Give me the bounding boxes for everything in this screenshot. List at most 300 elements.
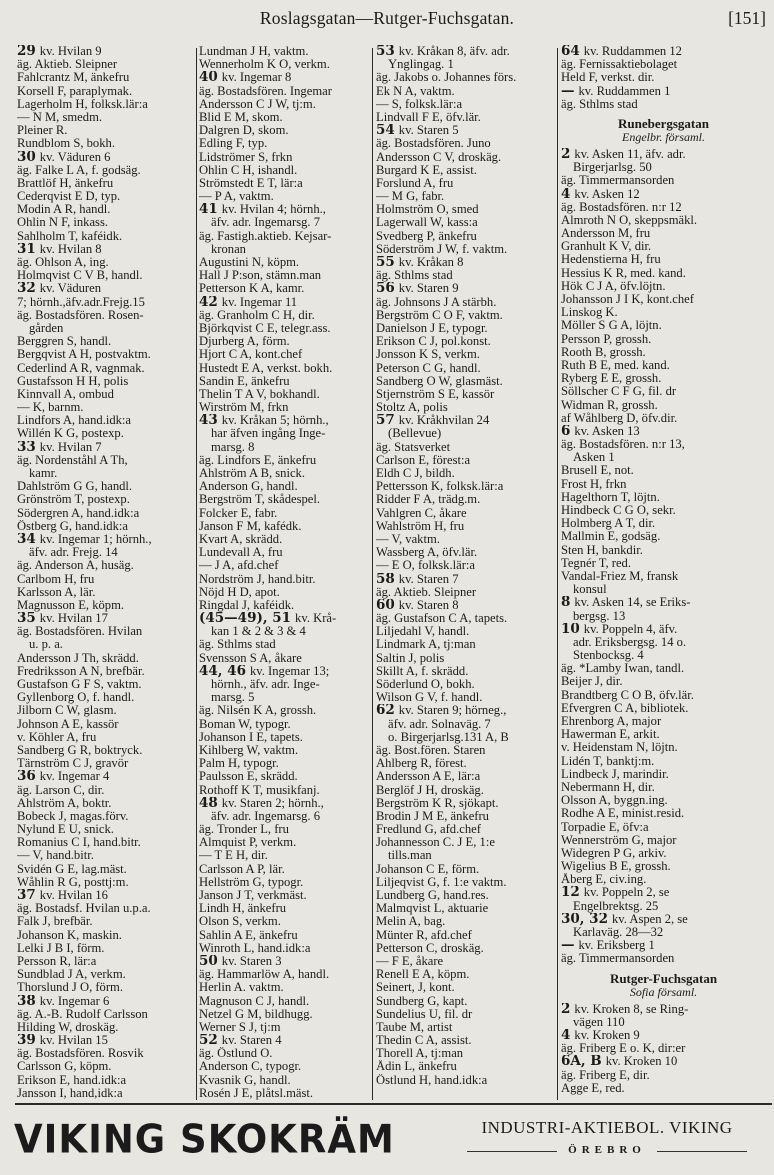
property-entry xyxy=(561,1055,766,1068)
directory-entry: Östlund H, hand.idk:a xyxy=(376,1073,488,1087)
directory-entry: Bergström C O F, vaktm. xyxy=(376,308,503,322)
property-description: kv. Ingemar 4 xyxy=(39,770,110,784)
directory-entry: Carlbom H, fru xyxy=(17,572,95,586)
directory-entry: äg. Bostadsfören. Juno xyxy=(376,137,491,151)
directory-entry: Brandtberg C O B, öfv.lär. xyxy=(561,688,694,702)
directory-entry: Renell E A, köpm. xyxy=(376,968,470,982)
directory-entry: Ryberg E E, grossh. xyxy=(561,372,662,386)
directory-entry-continuation: adr. Eriksbergsg. 14 o. xyxy=(573,635,687,649)
property-description: kv. Väduren xyxy=(39,282,102,296)
directory-entry: — S, folksk.lär:a xyxy=(376,97,463,111)
property-entry xyxy=(17,889,195,902)
property-description: kv. Hvilan 15 xyxy=(39,1034,108,1048)
directory-entry-continuation: marsg. 8 xyxy=(211,440,255,454)
directory-entry: Persson P, grossh. xyxy=(561,332,652,346)
property-number: 31 xyxy=(17,242,36,256)
property-entry xyxy=(561,939,766,952)
property-entry xyxy=(561,45,766,58)
directory-entry: äg. Sthlms stad xyxy=(199,638,276,652)
directory-entry-continuation: Ynglingag. 1 xyxy=(388,58,454,72)
directory-entry: Ridder F A, trädg.m. xyxy=(376,493,481,507)
directory-entry: Linskog K. xyxy=(561,306,618,320)
property-number: 39 xyxy=(17,1034,36,1048)
property-entry xyxy=(561,85,766,98)
directory-entry: Pettersson K, folksk.lär:a xyxy=(376,480,504,494)
directory-entry: Lagerwall W, kass:a xyxy=(376,216,478,230)
property-entry xyxy=(561,596,766,609)
directory-entry: Fredlund G, afd.chef xyxy=(376,823,481,837)
directory-entry: Willén K G, postexp. xyxy=(17,427,124,441)
directory-entry: af Wåhlberg D, öfv.dir. xyxy=(561,411,678,425)
directory-entry: — J A, afd.chef xyxy=(199,559,279,573)
directory-entry: Dalgren D, skom. xyxy=(199,124,289,138)
directory-entry: — N M, smedm. xyxy=(17,110,103,124)
property-description: kv. Staren 7 xyxy=(398,572,459,586)
property-number: 42 xyxy=(199,295,218,309)
property-number: 38 xyxy=(17,994,36,1008)
directory-entry: Liljeqvist G, f. 1:e vaktm. xyxy=(376,875,507,889)
directory-entry: äg. Timmermansorden xyxy=(561,952,675,966)
property-number: 58 xyxy=(376,572,395,586)
property-entry xyxy=(199,797,371,810)
directory-entry: Gyllenborg O, f. handl. xyxy=(17,691,135,705)
directory-entry: Ådin L, änkefru xyxy=(376,1060,457,1074)
directory-entry: Bergqvist A H, postvaktm. xyxy=(17,348,151,362)
directory-entry: Carlsson A P, lär. xyxy=(199,862,285,876)
directory-entry: Boman W, typogr. xyxy=(199,717,291,731)
directory-entry: Kinnvall A, ombud xyxy=(17,387,114,401)
directory-entry: Sandin E, änkefru xyxy=(199,374,290,388)
property-entry xyxy=(199,71,371,84)
directory-entry: Fahlcrantz M, änkefru xyxy=(17,71,130,85)
property-entry xyxy=(17,533,195,546)
property-number: 34 xyxy=(17,532,36,547)
directory-entry: Magnusson E, köpm. xyxy=(17,598,125,612)
property-description: kv. Hvilan 7 xyxy=(39,440,102,454)
directory-entry: äg. Larson C, dir. xyxy=(17,783,105,797)
directory-entry: Hellström G, typogr. xyxy=(199,875,304,889)
directory-entry: äg. *Lamby Iwan, tandl. xyxy=(561,662,685,676)
directory-entry: — E O, folksk.lär:a xyxy=(376,559,475,573)
directory-entry: Andersson C J W, tj:m. xyxy=(199,97,316,111)
directory-entry: Erikson E, hand.idk:a xyxy=(17,1073,127,1087)
directory-entry: Olson S, verkm. xyxy=(199,915,281,929)
parish-name: Engelbr. församl. xyxy=(621,129,705,144)
column-divider xyxy=(196,48,197,1100)
column-divider xyxy=(372,48,373,1100)
directory-entry: Modin A R, handl. xyxy=(17,203,111,217)
directory-entry: Brattlöf H, änkefru xyxy=(17,176,114,190)
directory-entry: äg. Bost.fören. Staren xyxy=(376,743,486,757)
directory-entry: Widegren P G, arkiv. xyxy=(561,846,667,860)
directory-entry: Falk J, brefbär. xyxy=(17,915,93,929)
property-entry xyxy=(376,704,556,717)
directory-entry: — V, hand.bitr. xyxy=(17,849,94,863)
directory-entry: äg. Aktieb. Sleipner xyxy=(17,58,118,72)
directory-entry: Granhult K V, dir. xyxy=(561,240,652,254)
directory-entry: äg. A.-B. Rudolf Carlsson xyxy=(17,1007,148,1021)
property-description: kv. Staren 4 xyxy=(221,1034,282,1048)
property-number: 30, 32 xyxy=(561,912,608,926)
page-number: [151] xyxy=(728,8,766,28)
directory-entry: Lidströmer S, frkn xyxy=(199,150,293,164)
directory-entry: Lindfors A, hand.idk:a xyxy=(17,414,132,428)
directory-entry: Hessius K R, med. kand. xyxy=(561,266,686,280)
directory-entry: Lundberg G, hand.res. xyxy=(376,889,489,902)
property-number: 53 xyxy=(376,45,395,59)
property-number: 50 xyxy=(199,954,218,969)
directory-entry: Beijer J, dir. xyxy=(561,675,623,689)
directory-entry: Sahlholm T, kaféidk. xyxy=(17,229,123,243)
directory-entry: Svensson S A, åkare xyxy=(199,651,302,665)
directory-entry: Sandberg O W, glasmäst. xyxy=(376,374,503,388)
directory-entry: Nordström J, hand.bitr. xyxy=(199,572,316,586)
property-entry xyxy=(561,913,766,926)
directory-entry: Möller S G A, löjtn. xyxy=(561,319,662,333)
property-entry xyxy=(17,243,195,256)
property-number: — xyxy=(561,84,575,98)
directory-entry: Wahlström H, fru xyxy=(376,519,465,533)
directory-column-3 xyxy=(376,45,556,1087)
property-number: 37 xyxy=(17,889,36,903)
property-entry xyxy=(376,599,556,612)
property-description: kv. Ruddammen 12 xyxy=(583,45,682,58)
directory-entry: äg. Lindfors E, änkefru xyxy=(199,453,317,467)
property-number: 4 xyxy=(561,187,571,201)
property-description: kv. Hvilan 16 xyxy=(39,889,108,902)
directory-entry-continuation: äfv. adr. Ingemarsg. 7 xyxy=(211,216,320,230)
property-entry xyxy=(199,612,371,625)
directory-entry: Sten H, bankdir. xyxy=(561,543,643,557)
property-number: 62 xyxy=(376,704,395,718)
directory-entry: Lindbeck J, marindir. xyxy=(561,767,669,781)
directory-entry: Erikson C J, pol.konst. xyxy=(376,335,491,349)
directory-entry: Lindvall F E, öfv.lär. xyxy=(376,110,481,124)
directory-entry: äg. Bostadsf. Hvilan u.p.a. xyxy=(17,902,151,916)
property-number: 30 xyxy=(17,150,36,164)
property-number: 35 xyxy=(17,612,36,626)
property-description: kv. Asken 11, äfv. adr. xyxy=(574,147,686,161)
directory-entry: äg. Bostadsfören. Ingemar xyxy=(199,84,332,98)
directory-entry: Janson F M, kafédk. xyxy=(199,519,302,533)
directory-entry: Lagerholm H, folksk.lär:a xyxy=(17,97,148,111)
directory-entry: Petterson K A, kamr. xyxy=(199,282,305,296)
directory-entry: äg. Bostadsfören. n:r 13, xyxy=(561,438,685,452)
directory-entry: äg. Fastigh.aktieb. Kejsar- xyxy=(199,229,332,243)
directory-entry: Rodhe A E, minist.resid. xyxy=(561,807,685,821)
directory-entry: Widman R, grossh. xyxy=(561,398,658,412)
property-entry xyxy=(17,441,195,454)
property-number: 6A, B xyxy=(561,1055,602,1069)
directory-entry: Strömstedt E T, lär:a xyxy=(199,176,303,190)
directory-entry: Wennerström G, major xyxy=(561,833,677,847)
property-description: kv. Poppeln 4, äfv. xyxy=(583,622,678,636)
directory-entry: Cederqvist E D, typ. xyxy=(17,190,121,204)
property-number: 36 xyxy=(17,770,36,784)
directory-entry: Held F, verkst. dir. xyxy=(561,71,655,85)
directory-entry: Winroth L, hand.idk:a xyxy=(199,941,311,955)
directory-entry-continuation: vägen 110 xyxy=(573,1015,625,1029)
directory-entry: Östberg G, hand.idk:a xyxy=(17,519,128,533)
directory-entry: Münter R, afd.chef xyxy=(376,928,472,942)
directory-entry: Grönström T, postexp. xyxy=(17,493,130,507)
directory-entry: Augustini N, köpm. xyxy=(199,256,300,269)
directory-entry: Hustedt E A, verkst. bokh. xyxy=(199,361,333,375)
directory-entry: Pleiner R. xyxy=(17,124,68,138)
property-entry xyxy=(376,124,556,137)
property-description: kv. Asken 14, se Eriks- xyxy=(574,596,691,610)
property-number: 2 xyxy=(561,147,571,162)
property-number: 54 xyxy=(376,124,395,138)
directory-entry: Korsell F, paraplymak. xyxy=(17,84,133,98)
property-number: 12 xyxy=(561,886,580,900)
directory-entry: Vahlgren C, åkare xyxy=(376,506,467,520)
property-description: kv. Staren 9; hörneg., xyxy=(398,704,507,718)
directory-entry: Thelin T A V, bokhandl. xyxy=(199,387,320,401)
property-description: kv. Staren 2; hörnh., xyxy=(221,796,324,810)
directory-entry: Romanius C I, hand.bitr. xyxy=(17,836,141,850)
directory-entry: äg. Anderson A, husäg. xyxy=(17,559,134,573)
directory-entry: Söderlund O, bokh. xyxy=(376,678,475,691)
property-entry xyxy=(17,45,195,58)
directory-entry: Jonsson K S, verkm. xyxy=(376,348,480,362)
property-number: 32 xyxy=(17,282,36,296)
property-entry xyxy=(376,573,556,586)
directory-entry: Edling F, typ. xyxy=(199,137,268,151)
directory-entry: — T E H, dir. xyxy=(199,849,268,863)
property-description: kv. Aspen 2, se xyxy=(611,912,688,926)
directory-entry: Brodin J M E, änkefru xyxy=(376,809,489,823)
directory-entry: äg. Bostadsfören. n:r 12 xyxy=(561,200,682,214)
property-number: 33 xyxy=(17,440,36,454)
directory-entry: Malmqvist L, aktuarie xyxy=(376,902,489,916)
directory-entry: Torpadie E, öfv:a xyxy=(561,820,649,834)
property-description: kv. Ingemar 11 xyxy=(221,295,298,309)
page-title: Roslagsgatan—Rutger-Fuchsgatan. xyxy=(259,8,515,28)
directory-entry: Anderson C, typogr. xyxy=(199,1060,302,1074)
directory-entry: Rundblom S, bokh. xyxy=(17,137,115,151)
property-entry xyxy=(17,995,195,1008)
directory-entry: Ek N A, vaktm. xyxy=(376,84,455,98)
directory-entry: Gustafson G F S, vaktm. xyxy=(17,678,142,691)
directory-entry: äg. Sthlms stad xyxy=(561,97,638,111)
directory-entry: Janson J T, verkmäst. xyxy=(199,889,307,902)
street-heading xyxy=(561,966,766,1003)
directory-entry: Anderson G, handl. xyxy=(199,480,298,494)
directory-entry: — P A, vaktm. xyxy=(199,190,274,204)
directory-entry: Nylund E U, snick. xyxy=(17,823,114,837)
directory-entry: Lundman J H, vaktm. xyxy=(199,45,309,58)
property-number: 41 xyxy=(199,203,218,217)
directory-column-4 xyxy=(561,45,766,1095)
street-heading xyxy=(561,111,766,148)
directory-entry: Burgard K E, assist. xyxy=(376,163,477,177)
directory-entry: Mallmin E, godsäg. xyxy=(561,530,661,544)
directory-entry-continuation: äfv. adr. Ingemarsg. 6 xyxy=(211,809,320,823)
directory-entry: Werner S J, tj:m xyxy=(199,1020,281,1034)
directory-entry: äg. Falke L A, f. godsäg. xyxy=(17,163,141,177)
directory-entry: Liljedahl V, handl. xyxy=(376,625,470,639)
directory-entry: Johanson C E, förm. xyxy=(376,862,480,876)
property-description: kv. Kråkan 8 xyxy=(398,256,464,269)
directory-entry: Melin A, bag. xyxy=(376,915,446,929)
directory-entry: Jilborn C W, glasm. xyxy=(17,704,117,718)
directory-entry: Olsson A, byggn.ing. xyxy=(561,794,668,808)
street-name: Runebergsgatan xyxy=(617,115,709,131)
directory-entry: Ruth B E, med. kand. xyxy=(561,358,670,372)
directory-entry: Frost H, frkn xyxy=(561,477,627,491)
property-description: kv. Hvilan 4; hörnh., xyxy=(221,203,326,217)
property-entry xyxy=(17,282,195,295)
property-number: 60 xyxy=(376,598,395,613)
directory-entry: Andersson A E, lär:a xyxy=(376,770,481,784)
directory-column-1 xyxy=(17,45,195,1100)
directory-entry: Vandal-Friez M, fransk xyxy=(561,569,679,583)
property-description: kv. Ingemar 8 xyxy=(221,71,292,85)
property-entry xyxy=(376,414,556,427)
street-name: Rutger-Fuchsgatan xyxy=(609,970,718,986)
directory-entry: Hök C J A, öfv.löjtn. xyxy=(561,279,666,293)
property-entry xyxy=(561,148,766,161)
directory-entry-continuation: äfv. adr. Solnaväg. 7 xyxy=(388,717,491,731)
property-number: 56 xyxy=(376,282,395,296)
property-entry xyxy=(561,886,766,899)
directory-entry: Wigelius B E, grossh. xyxy=(561,860,671,874)
property-description: kv. Kråkan 5; hörnh., xyxy=(221,414,329,428)
property-description: kv. Ruddammen 1 xyxy=(578,84,671,98)
property-entry xyxy=(376,282,556,295)
directory-entry: Seinert, J, kont. xyxy=(376,981,455,995)
directory-entry-continuation: (Bellevue) xyxy=(388,427,442,441)
property-description: kv. Staren 3 xyxy=(221,954,282,968)
directory-entry: Saltin J, polis xyxy=(376,651,445,665)
directory-entry: äg. Bostadsfören. Rosvik xyxy=(17,1047,144,1061)
column-divider xyxy=(557,48,558,1100)
directory-entry: Rothoff K T, musikfanj. xyxy=(199,783,320,797)
property-description: kv. Ingemar 13; xyxy=(249,664,330,678)
directory-entry: Söllscher C F G, fil. dr xyxy=(561,385,677,399)
property-description: kv. Hvilan 8 xyxy=(39,242,102,256)
property-description: kv. Kråkan 8, äfv. adr. xyxy=(398,45,510,58)
property-description: kv. Väduren 6 xyxy=(39,150,111,164)
directory-entry: äg. Johnsons J A stärbh. xyxy=(376,295,497,309)
directory-entry: Ahlström A B, snick. xyxy=(199,467,306,480)
directory-entry: Thorslund J O, förm. xyxy=(17,981,123,995)
directory-entry: Hjort C A, kont.chef xyxy=(199,348,303,362)
directory-entry: Karlsson A, lär. xyxy=(17,585,96,599)
directory-entry: äg. Granholm C H, dir. xyxy=(199,308,315,322)
directory-entry: Sundberg G, kapt. xyxy=(376,994,468,1008)
directory-entry: — M G, fabr. xyxy=(376,190,445,204)
directory-entry: äg. Hammarlöw A, handl. xyxy=(199,968,330,982)
property-description: kv. Kroken 9 xyxy=(574,1028,640,1042)
directory-entry-continuation: Stenbocksg. 4 xyxy=(573,649,644,663)
property-entry xyxy=(561,425,766,438)
directory-entry: Folcker E, fabr. xyxy=(199,506,278,520)
directory-entry: äg. Gustafson C A, tapets. xyxy=(376,612,508,626)
directory-entry-continuation: kamr. xyxy=(29,467,58,480)
directory-entry: äg. Jakobs o. Johannes förs. xyxy=(376,71,517,85)
directory-entry: Dahlström G G, handl. xyxy=(17,480,133,494)
property-entry xyxy=(17,612,195,625)
directory-entry: äg. Statsverket xyxy=(376,440,451,454)
directory-entry: äg. Aktieb. Sleipner xyxy=(376,585,477,599)
directory-entry: Nebermann H, dir. xyxy=(561,780,655,794)
directory-entry-continuation: Birgerjarlsg. 50 xyxy=(573,161,652,175)
property-number: 64 xyxy=(561,45,580,59)
directory-entry: Holmberg A T, dir. xyxy=(561,517,656,531)
directory-entry: Blid E M, skom. xyxy=(199,110,283,124)
directory-entry-continuation: marsg. 5 xyxy=(211,691,255,705)
directory-entry: Efvergren C A, bibliotek. xyxy=(561,701,689,715)
property-description: kv. Ingemar 1; hörnh., xyxy=(39,532,152,546)
directory-entry: Hall J P:son, stämn.man xyxy=(199,269,322,283)
directory-entry: Hindbeck C G O, sekr. xyxy=(561,504,676,517)
directory-entry: Ahlström A, boktr. xyxy=(17,796,112,810)
property-number: 43 xyxy=(199,414,218,428)
property-description: kv. Hvilan 9 xyxy=(39,45,102,58)
directory-entry: Sundblad J A, verkm. xyxy=(17,968,126,982)
property-entry xyxy=(376,256,556,269)
property-entry xyxy=(17,770,195,783)
directory-entry: Holmström O, smed xyxy=(376,203,479,217)
property-entry xyxy=(561,623,766,636)
directory-entry: Johansson J I K, kont.chef xyxy=(561,293,694,306)
property-description: kv. Kroken 8, se Ring- xyxy=(574,1002,689,1016)
property-number: 48 xyxy=(199,796,218,810)
directory-entry: Ohlin C H, ishandl. xyxy=(199,163,298,177)
directory-entry: Södergren A, hand.idk:a xyxy=(17,506,140,520)
property-entry xyxy=(561,188,766,201)
directory-entry: äg. Tronder L, fru xyxy=(199,823,289,837)
directory-entry: Hedenstierna H, fru xyxy=(561,253,661,267)
property-number: 8 xyxy=(561,596,571,610)
directory-entry: Berglöf J H, droskäg. xyxy=(376,783,484,797)
directory-entry-continuation: bergsg. 13 xyxy=(573,609,626,623)
property-entry xyxy=(199,203,371,216)
directory-entry: Andersson J Th, skrädd. xyxy=(17,651,139,665)
property-entry xyxy=(199,1034,371,1047)
directory-entry: Lelki J B I, förm. xyxy=(17,941,105,955)
property-description: kv. Kråkhvilan 24 xyxy=(398,414,490,428)
directory-entry: Persson R, lär:a xyxy=(17,954,97,968)
property-entry xyxy=(199,665,371,678)
directory-entry: v. Köhler A, fru xyxy=(17,730,97,744)
directory-entry: Rosén J E, plåtsl.mäst. xyxy=(199,1086,314,1100)
directory-entry: Fredriksson A N, brefbär. xyxy=(17,664,145,678)
directory-entry: Andersson M, fru xyxy=(561,227,651,241)
directory-entry: Holmqvist C V B, handl. xyxy=(17,269,143,283)
property-number: 29 xyxy=(17,45,36,59)
directory-column-2 xyxy=(199,45,371,1100)
directory-entry: äg. Ohlson A, ing. xyxy=(17,256,109,269)
directory-entry-continuation: kan 1 & 2 & 3 & 4 xyxy=(211,625,306,639)
directory-entry: Sahlin A E, änkefru xyxy=(199,928,298,942)
directory-entry: Lindh H, änkefru xyxy=(199,902,287,916)
directory-entry: Lidén T, banktj:m. xyxy=(561,754,655,768)
directory-entry: Hawerman E, arkit. xyxy=(561,728,660,742)
directory-entry: Netzel G M, bildhugg. xyxy=(199,1007,313,1021)
directory-entry-continuation: gården xyxy=(29,321,64,335)
directory-entry: Berggren S, handl. xyxy=(17,335,112,349)
property-entry xyxy=(561,1029,766,1042)
directory-entry: Wennerholm K O, verkm. xyxy=(199,58,330,72)
directory-entry: Tärnström C J, gravör xyxy=(17,757,129,771)
directory-entry: Wassberg A, öfv.lär. xyxy=(376,546,478,560)
directory-entry: äg. Sthlms stad xyxy=(376,269,453,283)
property-description: kv. Krå- xyxy=(295,612,337,626)
directory-entry: äg. Östlund O. xyxy=(199,1047,273,1061)
